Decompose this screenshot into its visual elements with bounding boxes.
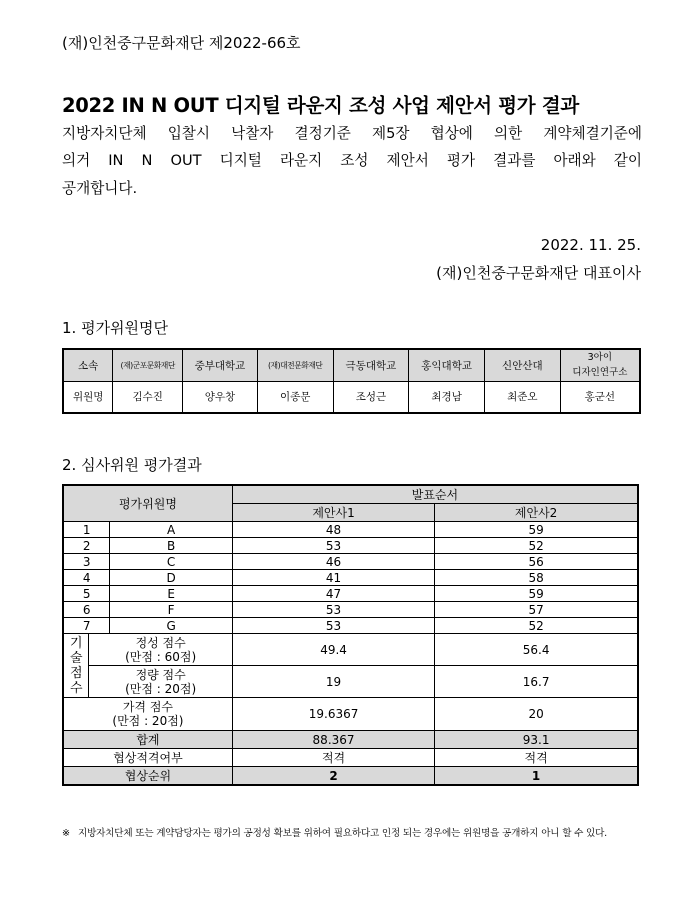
- score-p1: 53: [232, 618, 434, 634]
- proposer2-header: 제안사2: [435, 504, 638, 522]
- score-p1: 41: [232, 570, 434, 586]
- affiliation-cell: 신안산대: [484, 349, 560, 381]
- quantitative-p1: 19: [232, 666, 434, 698]
- evaluator-id: B: [110, 538, 233, 554]
- score-p2: 52: [435, 538, 638, 554]
- member-name: 조성근: [333, 381, 409, 413]
- score-p1: 48: [232, 522, 434, 538]
- row-number: 1: [63, 522, 110, 538]
- member-name: 이종문: [257, 381, 333, 413]
- table-row: [63, 554, 638, 570]
- evaluator-id: G: [110, 618, 233, 634]
- affiliation-cell: 중부대학교: [183, 349, 258, 381]
- total-p2: 93.1: [435, 731, 638, 749]
- section-title-results: 2. 심사위원 평가결과: [62, 456, 202, 474]
- affiliation-label: 소속: [63, 349, 113, 381]
- row-number: 4: [63, 570, 110, 586]
- price-p1: 19.6367: [232, 698, 434, 731]
- technical-score-label: 기 술 점 수: [63, 634, 89, 698]
- score-p2: 59: [435, 522, 638, 538]
- table-row: [63, 618, 638, 634]
- table-row: [63, 602, 638, 618]
- price-label: 가격 점수 (만점 : 20점): [63, 698, 232, 731]
- evaluator-id: D: [110, 570, 233, 586]
- page-title: 2022 IN N OUT 디지털 라운지 조성 사업 제안서 평가 결과: [62, 94, 579, 117]
- total-p1: 88.367: [232, 731, 434, 749]
- price-p2: 20: [435, 698, 638, 731]
- rank-p1: 2: [232, 767, 434, 786]
- intro-line: 공개합니다.: [62, 180, 138, 197]
- issuer: (재)인천중구문화재단 대표이사: [436, 264, 641, 282]
- committee-table: [62, 348, 641, 414]
- score-p2: 52: [435, 618, 638, 634]
- table-row: [63, 586, 638, 602]
- score-p1: 53: [232, 602, 434, 618]
- affiliation-cell: 홍익대학교: [409, 349, 485, 381]
- score-p1: 53: [232, 538, 434, 554]
- row-number: 2: [63, 538, 110, 554]
- rank-label: 협상순위: [63, 767, 232, 786]
- intro-line: 의거 IN N OUT 디지털 라운지 조성 제안서 평가 결과를 아래와 같이: [62, 152, 642, 169]
- qualitative-p2: 56.4: [435, 634, 638, 666]
- intro-line: 지방자치단체 입찰시 낙찰자 결정기준 제5장 협상에 의한 계약체결기준에: [62, 125, 642, 142]
- score-p2: 56: [435, 554, 638, 570]
- proposer1-header: 제안사1: [232, 504, 434, 522]
- affiliation-line: 디자인연구소: [572, 367, 628, 379]
- eligibility-p1: 적격: [232, 749, 434, 767]
- score-p2: 58: [435, 570, 638, 586]
- member-name: 김수진: [113, 381, 183, 413]
- name-row: [63, 381, 640, 413]
- rank-p2: 1: [435, 767, 638, 786]
- results-table: [62, 484, 639, 786]
- affiliation-line: 3아이: [587, 352, 613, 364]
- affiliation-cell: (재)대전문화재단: [257, 349, 333, 381]
- affiliation-cell: (재)군포문화재단: [113, 349, 183, 381]
- evaluator-id: A: [110, 522, 233, 538]
- member-name: 최경남: [409, 381, 485, 413]
- evaluator-id: F: [110, 602, 233, 618]
- rank-row: [63, 767, 638, 786]
- qualitative-label: 정성 점수 (만점 : 60점): [89, 634, 232, 666]
- eligibility-p2: 적격: [435, 749, 638, 767]
- table-row: [63, 570, 638, 586]
- document-number: (재)인천중구문화재단 제2022-66호: [62, 34, 301, 52]
- row-number: 5: [63, 586, 110, 602]
- order-header: 발표순서: [232, 485, 638, 504]
- total-label: 합계: [63, 731, 232, 749]
- table-row: [63, 522, 638, 538]
- quantitative-label: 정량 점수 (만점 : 20점): [89, 666, 232, 698]
- footnote-text: 지방자치단체 또는 계약담당자는 평가의 공정성 확보를 위하여 필요하다고 인정 되는 경우에는 위원명을 공개하지 아니 할 수 있다.: [78, 828, 608, 839]
- quantitative-row: [63, 666, 638, 698]
- announcement-date: 2022. 11. 25.: [540, 236, 641, 254]
- member-name: 최준오: [484, 381, 560, 413]
- evaluator-id: C: [110, 554, 233, 570]
- score-p1: 47: [232, 586, 434, 602]
- score-p1: 46: [232, 554, 434, 570]
- footnote: [62, 824, 647, 843]
- row-number: 7: [63, 618, 110, 634]
- note-symbol: ※: [62, 828, 70, 839]
- row-number: 6: [63, 602, 110, 618]
- affiliation-cell: 극동대학교: [333, 349, 409, 381]
- eligibility-row: [63, 749, 638, 767]
- affiliation-cell: [560, 349, 640, 381]
- row-number: 3: [63, 554, 110, 570]
- member-name: 양우창: [183, 381, 258, 413]
- evaluator-header: 평가위원명: [63, 485, 232, 522]
- quantitative-p2: 16.7: [435, 666, 638, 698]
- qualitative-row: [63, 634, 638, 666]
- table-row: [63, 538, 638, 554]
- member-name: 홍군선: [560, 381, 640, 413]
- score-p2: 59: [435, 586, 638, 602]
- price-row: [63, 698, 638, 731]
- name-label: 위원명: [63, 381, 113, 413]
- affiliation-row: [63, 349, 640, 381]
- score-p2: 57: [435, 602, 638, 618]
- qualitative-p1: 49.4: [232, 634, 434, 666]
- total-row: [63, 731, 638, 749]
- evaluator-id: E: [110, 586, 233, 602]
- section-title-committee: 1. 평가위원명단: [62, 319, 169, 337]
- eligibility-label: 협상적격여부: [63, 749, 232, 767]
- intro-paragraph: [62, 120, 642, 174]
